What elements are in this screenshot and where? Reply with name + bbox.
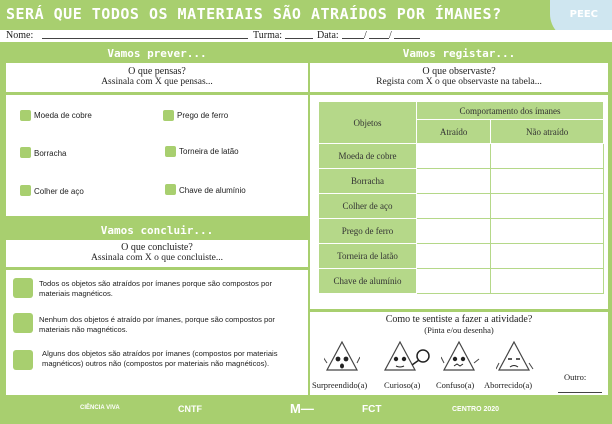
option-label: Chave de alumínio — [179, 186, 246, 195]
conclusion-option: Todos os objetos são atraídos por ímanes porque são compostos por materiais magnéticos. — [39, 279, 273, 298]
confused-face-icon[interactable] — [441, 339, 481, 375]
feelings-box — [310, 312, 608, 395]
checkbox-brass-tap[interactable] — [165, 146, 176, 157]
checkbox-copper-coin[interactable] — [20, 110, 31, 121]
conclude-heading: Vamos concluir... — [100, 224, 214, 237]
table-row-label: Prego de ferro — [319, 219, 417, 244]
register-question-box — [310, 63, 608, 92]
cell-attracted[interactable] — [417, 169, 491, 194]
col-objects-header: Objetos — [319, 102, 417, 144]
name-field[interactable] — [42, 30, 248, 39]
curious-face-icon[interactable] — [382, 339, 434, 375]
conclude-instruction: Assinala com X o que concluiste... — [91, 253, 223, 263]
checkbox-iron-nail[interactable] — [163, 110, 174, 121]
cell-attracted[interactable] — [417, 269, 491, 294]
other-label: Outro: — [564, 372, 587, 382]
checkbox-conclusion-none[interactable] — [13, 313, 33, 333]
checkbox-eraser[interactable] — [20, 147, 31, 158]
register-question: O que observaste? — [422, 66, 496, 77]
col-attracted-header: Atraído — [417, 120, 491, 144]
predict-options-box — [6, 95, 308, 216]
date-day-field[interactable] — [342, 30, 364, 39]
date-separator: / — [364, 30, 367, 41]
class-field[interactable] — [285, 30, 313, 39]
cell-attracted[interactable] — [417, 244, 491, 269]
conclude-question: O que concluiste? — [121, 242, 193, 253]
title-bar — [0, 0, 612, 30]
cell-not-attracted[interactable] — [491, 169, 604, 194]
date-label: Data: — [317, 30, 339, 41]
cell-attracted[interactable] — [417, 144, 491, 169]
conclusion-option: Nenhum dos objetos é atraído por ímanes, porque são compostos por materiais não magnéticos. — [39, 315, 275, 334]
checkbox-aluminium-key[interactable] — [165, 184, 176, 195]
feelings-question: Como te sentiste a fazer a atividade? — [385, 314, 533, 325]
checkbox-conclusion-some[interactable] — [13, 350, 33, 370]
footer — [0, 398, 612, 424]
worksheet-title: SERÁ QUE TODOS OS MATERIAIS SÃO ATRAÍDOS POR ÍMANES? — [6, 5, 502, 23]
date-separator: / — [389, 30, 392, 41]
register-heading: Vamos registar... — [402, 47, 516, 60]
table-row-label: Borracha — [319, 169, 417, 194]
logo-ciencia-viva: CIÊNCIA VIVA — [80, 405, 120, 411]
logo-centro-2020: CENTRO 2020 — [452, 406, 500, 413]
date-year-field[interactable] — [394, 30, 420, 39]
conclusion-option: Alguns dos objetos são atraídos por ímanes (compostos por materiais magnéticos) outros não (compostos por materiais não magnéticos). — [42, 349, 278, 368]
option-label: Moeda de cobre — [34, 111, 92, 120]
table-row-label: Colher de aço — [319, 194, 417, 219]
date-month-field[interactable] — [369, 30, 389, 39]
option-label: Colher de aço — [34, 187, 84, 196]
conclude-question-box — [6, 240, 308, 267]
predict-instruction: Assinala com X que pensas... — [101, 77, 213, 87]
bored-face-icon[interactable] — [496, 339, 536, 375]
cell-not-attracted[interactable] — [491, 194, 604, 219]
peec-label: PEEC — [569, 9, 598, 20]
logo-fct: FCT — [362, 404, 382, 415]
register-instruction: Regista com X o que observaste na tabela... — [376, 77, 542, 87]
logo-m: M— — [290, 401, 314, 416]
predict-question: O que pensas? — [128, 66, 186, 77]
checkbox-conclusion-all[interactable] — [13, 278, 33, 298]
conclude-options-box — [6, 270, 308, 395]
feelings-instruction: (Pinta e/ou desenha) — [424, 325, 494, 335]
cell-attracted[interactable] — [417, 219, 491, 244]
option-label: Prego de ferro — [177, 111, 229, 120]
table-row-label: Chave de alumínio — [319, 269, 417, 294]
col-not-attracted-header: Não atraído — [491, 120, 604, 144]
face-label: Aborrecido(a) — [484, 380, 533, 390]
cell-not-attracted[interactable] — [491, 144, 604, 169]
other-field[interactable] — [558, 384, 602, 393]
predict-question-box — [6, 63, 308, 92]
option-label: Torneira de latão — [179, 147, 239, 156]
face-label: Confuso(a) — [436, 380, 475, 390]
surprised-face-icon[interactable] — [324, 339, 360, 375]
face-label: Curioso(a) — [384, 380, 421, 390]
face-label: Surpreendido(a) — [312, 380, 368, 390]
option-label: Borracha — [34, 149, 67, 158]
predict-heading: Vamos prever... — [107, 47, 207, 60]
cell-attracted[interactable] — [417, 194, 491, 219]
table-row-label: Torneira de latão — [319, 244, 417, 269]
name-label: Nome: — [6, 30, 34, 41]
cell-not-attracted[interactable] — [491, 219, 604, 244]
checkbox-steel-spoon[interactable] — [20, 185, 31, 196]
cell-not-attracted[interactable] — [491, 244, 604, 269]
col-behaviour-header: Comportamento dos ímanes — [417, 102, 604, 120]
student-info-row — [0, 30, 612, 42]
observation-table — [318, 101, 604, 294]
logo-cntf: CNTF — [178, 404, 202, 414]
cell-not-attracted[interactable] — [491, 269, 604, 294]
table-row-label: Moeda de cobre — [319, 144, 417, 169]
class-label: Turma: — [253, 30, 283, 41]
